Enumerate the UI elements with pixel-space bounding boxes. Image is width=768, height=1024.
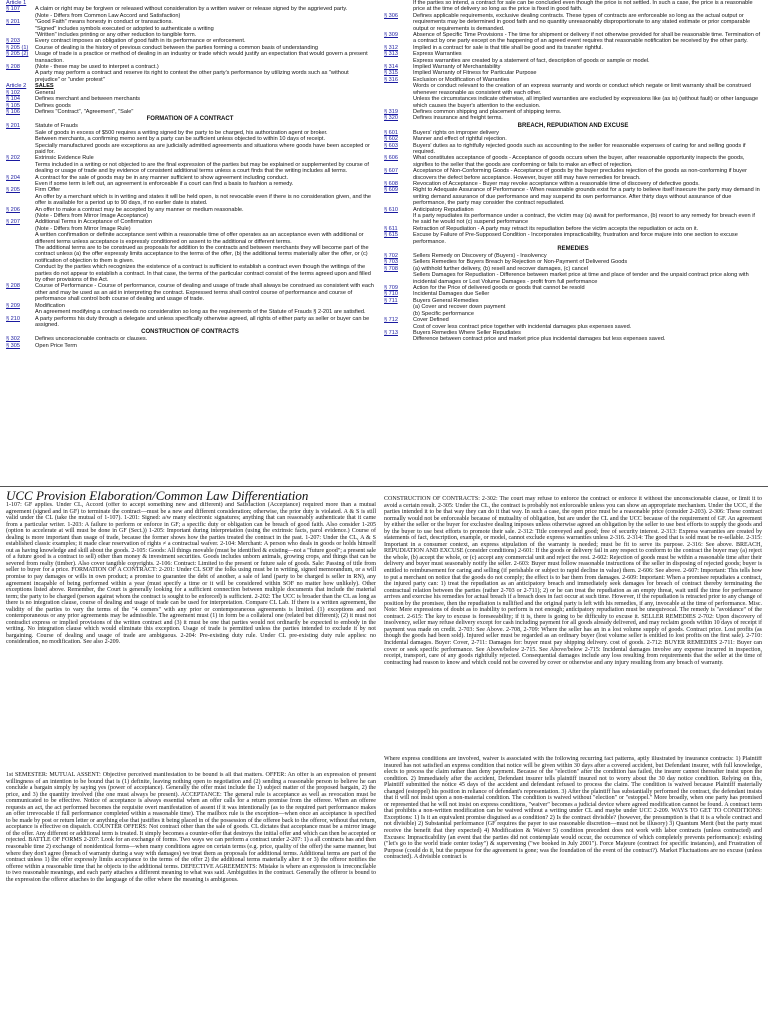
section-text: A written confirmation or definite acceptance sent within a reasonable time of offer operates as an acceptance even with additional or different terms unless acceptance is expressly conditioned on assent to the additional or different terms. [35,232,364,245]
section-number [6,70,35,83]
section-text: Every contract imposes an obligation of good faith in its performance or enforcement. [35,38,246,45]
section-text: Specially manufactured goods are exceptions as are judicially admitted agreements and situations where goods have been accepted or paid for. [35,142,370,155]
section-text: An offer by a merchant which is in writing and states it will be held open, is not revocable even if there is no consideration given, and the offer is available for a period up to 90 days, if no earlier date is stated. [35,193,372,207]
section-text: The additional terms are to be construed as proposals for addition to the contracts and between merchants they will become part of the contract unless (a) the offer expressly limits acceptance to the terms of the offer, (b) the additional terms materially alter the offer, or (c) notification of objection to them is given. [35,245,369,264]
section-text: (Note - these may be used to interpret a contract.) [35,64,159,71]
outline-row [6,264,374,283]
section-number: § 205 [6,187,20,194]
section-text: Defines insurance and freight terms. [413,115,503,122]
section-number: § 601 [384,129,398,136]
section-number: § 206 [6,206,20,213]
outline-row [6,232,374,245]
section-text: "Signed" includes symbols executed or adopted to authenticate a writing [35,25,214,32]
section-number: § 608 [384,180,398,187]
section-text: Extrinsic Evidence Rule [35,155,94,162]
section-text: An offer to make a contract may be accepted by any manner or medium reasonable. [35,206,244,213]
section-number: § 713 [384,329,398,336]
section-text: Defines applicable requirements, exclusive dealing contracts. These types of contracts are enforceable so long as the actual output or requirements may be determined in good faith and no quantity unreasonably disproportionate to any stated estimate or prior comparable output or requirements is demanded. [413,12,751,32]
section-number: § 208 [6,283,20,290]
outline-heading: REMEDIES [557,246,589,253]
section-text: If a party repudiates its performance under a contract, the victim may (a) await for performance, (b) resort to any remedy for breach even if he said he would not (c) suspend performance [413,213,755,226]
section-text: SALES [35,83,54,90]
outline-heading: CONSTRUCTION OF CONTRACTS [141,329,239,336]
outline-row [384,83,762,96]
section-text: Usage of trade is a practice or method of dealing in an industry or trade which would justify an expectation that would govern a present transaction. [35,51,368,64]
outline-row [384,13,762,32]
section-text: (a) Cover and recover down payment [413,304,506,311]
section-text: General [35,89,55,96]
section-number: § 313 [384,51,398,58]
outline-row [384,32,762,45]
section-text: Conduct by the parties which recognizes the existence of a contract is sufficient to establish a contract even though the writings of the parties do not appear to establish a contract. In that case, the terms of the particular contract consist of the terms agreed upon and filled by other provisions of the Act. [35,264,371,284]
section-number: § 320 [384,115,398,122]
outline-row [384,336,762,342]
section-number [6,232,35,245]
section-number: § 316 [384,76,398,83]
section-text: What constitutes acceptance of goods - Acceptance of goods occurs when the buyer, after reasonable opportunity inspects the goods, signifies to the seller that the goods are conforming or fails to make an effect of rejection. [413,155,745,168]
section-text: (Note - Differs from Common Law Accord and Satisfaction) [35,12,181,19]
section-number [384,96,413,109]
section-text: An agreement modifying a contract needs no consideration so long as the requirements of the Statute of Frauds § 2-201 are satisfied. [35,309,366,316]
section-number: § 106 [6,108,20,115]
elaboration-paragraph-1: 1-107: GF applies. Under CL, Accord (offer to accept something new and different) and Satisfaction (Acceptance) required more than a mutual agreement (signed and in GF) to terminate the contract—must be a new and different consideration; otherwise, the prior duty is violated. A & S is still valid under the CL (take the mutual of 1-107). 1-201: Signed: a/w many electronic signatures; anything that can reasonably authenticate that it came from a particular writer. 1-203: A failure to perform or enforce in GF; a specific duty or obligation can be breach of good faith. Also consider 1-205 (option to accelerate at will must be done in GF (Sect.)) 1-205: Important during interpretation (using the extrinsic facts, parol evidence.) Course of dealing is more important than usage of trade, because the former shows how the parties treated the contract in the past. 1-207: Under the CL, A & S established classic examples; it made clear reservation of rights ≠ a contractual waiver. 2-104: Merchant: A person who deals in goods or holds himself out as having knowledge and skill about the goods. 2-105: Goods: All things movable (must be identified & existing—not a "future good"; a present sale of a future good is a contract to sell) other than money & investment securities. Goods includes unborn animals, growing crops, and things that can be severed from realty (timber). Also cover tangible copyrights. 2-106: Contract: Limited to the present or future sale of goods. Sale: Passing of title from seller to buyer for a price. FORMATION OF A CONTRACT: 2-201: Under CL SOF the folks using must be in writing, signed memorandum, or a will promise to pay damages or wills in own product; a promise to guarantee the debt of another, a sale of land (party to be charged is seller in RN), any agreement incapable of being performed within a year (must specify a time or it will be considered within SOF no matter how unlikely). Other exceptions listed above. Remember, the Court is generally looking for a sufficient connection between multiple documents that include the material term; the party to be charged (person against whom the contract is sought to be enforced) is sufficient. 2-202: The UCC is broader than the CL as long as there is no integration clause, course of dealing and usage of trade can be used for interpretation. Compare CL Lab. If there is a written agreement, the validity of the parties to vary the terms of the "4 corners" with any prior or contemporaneous agreements is limited. (1) exceptions and not contemporaneous or any prior agreements may be admissible. The agreement must (1) in form be a collateral one (related but different); (2) it must not contradict express or implied provisions of the written contract and (3) it must be one that parties would not ordinarily be expected to embody in the writing. No integration clause which would eliminate this exception. Usage of trade is permitted unless the parties intended to exclude it by not bargaining. Course of dealing and usage of trade are ambiguous. 2-204: Pre-existing duty rule. Under CL pre-existing duty rule applies: no consideration, no modification. See also 2-209. [6,502,376,646]
elaboration-paragraph-3: 1st SEMESTER: MUTUAL ASSENT: Objective perceived manifestation to be bound is all that matters. OFFER: An offer is an expression of present willingness of an intention to be bound that is (1) definite, leaving nothing open to negotiation and (2) sending a reasonable person to believe he can conclude a bargain simply by saying yes (power of acceptance). Generally the offer must include the 1) subject matter of the proposed bargain, 2) the price, and 3) the quantity involved (the one must always be present). ACCEPTANCE: The general rule is acceptance as well as revocation must be communicated to be effective. Notice of acceptance is always essential when an offer calls for a return promise from the offeree. When an offeree requests an act, the act performed becomes the requisite overt manifestation of assent if it was intentionally (as to the required part performance makes an offer irrevocable if full performance completed within a reasonable time). The mailbox rule is the exception—when once an acceptance is specified to be made by post or return letter or anything else that justifies it being placed in of the possession of the offeree back to the offeror, without that return, acceptance is effective on dispatch. COUNTER OFFERS: Not contract other than the sale of goods. CL dictates that acceptance must be a mirror image of the offer. Any different or additional term is treated. It simply becomes a counter-offer that destroys the initial offer and which can then be accepted or rejected. BATTLE OF FORMS 2-207: Look for an exchange of forms. Two ways we can perform a contract under 2-207: 1) a all contracts has and then reasonable time 2) exchange of nonidentical forms—when many conditions agree on certain terms (e.g. price, quality of the offer) the same manner, but where they don't agree (breach of warranty during a way with damages) we treat them as proposals for additional terms. Additional terms are part of the contract unless 1) the offer expressly limits acceptance to the terms of the offer 2) the additional terms materially alter it or 3) the offeror notifies the offeree within a reasonable time that he objects to the additional terms. DEFECTIVE AGREEMENTS: Mistake is where an expression is irreconcilable to two reasonable meanings, and each party attaches a different meaning to what was said. Ambiguities in the contract. Generally the offeror is bound to the expression the offeror attaches to the language of the offer where the meaning is ambiguous. [6,772,376,883]
section-number [384,0,413,13]
section-text: Firm Offer [35,187,61,194]
section-text: Terms included in a writing or not objected to are the final expression of the parties but may be explained or supplemented by course of dealing or usage of trade and by evidence of consistent additional terms unless a court finds that the writing includes all terms. [35,161,369,175]
section-text: Additional Terms in Acceptance of Confirmation [35,219,153,226]
section-number [384,272,413,285]
section-text: Anticipatory Repudiation [413,206,474,213]
section-number [384,83,413,96]
section-text: Buyers' rights on improper delivery [413,129,499,136]
section-number: § 319 [384,108,398,115]
section-number: Article 1 [6,0,27,6]
section-text: Cover Defined [413,317,449,324]
section-number: § 201 [6,19,20,26]
section-text: Buyers Remedies Where Seller Repudiates [413,329,521,336]
outline-row [384,0,762,13]
section-number: § 208 [6,64,20,71]
section-number: § 712 [384,317,398,324]
section-text: (Note - Differs from Mirror Image Acceptance) [35,213,149,219]
section-text: Sellers Remedies for Buyers Breach by Rejection or Non-Payment of Delivered Goods [413,259,628,266]
section-text: Express Warranties [413,51,462,58]
section-text: If the parties so intend, a contract for sale can be concluded even though the price is not settled. In such a case, the price is a reasonable price at the time of delivery so long as the price is fixed in good faith. [413,0,753,13]
section-number: § 203 [6,38,20,45]
section-number: § 309 [384,32,398,39]
outline-row [6,343,374,349]
section-text: Incidental Damages due Seller [413,291,490,298]
outline-row [384,168,762,181]
section-text: Acceptance of Non-Conforming Goods - Acceptance of goods by the buyer precludes rejection of the goods as non-conforming if buyer discovers the defect before acceptance. However, buyer still may have remedies for breach. [413,168,747,181]
left-outline-column [6,0,374,349]
outline-row [384,143,762,156]
section-number: § 703 [384,259,398,266]
section-number: § 711 [384,297,398,304]
section-number [6,143,35,156]
section-number: § 104 [6,96,20,103]
outline-row [384,155,762,168]
section-text: Right to Adequate Assurance of Performance - When reasonable grounds exist for a party to believe itself insecure the party may demand in writing demand assurance of due performance and may suspend its own performance. After thirty days without assurance of due performance, the party may consider the contract repudiated. [413,187,760,207]
section-number: § 201 [6,123,20,130]
section-text: Open Price Term [35,342,77,349]
section-text: Absence of Specific Time Provisions - The time for shipment or delivery if not otherwise provided for shall be reasonable time. Termination of a contract by one party except on the happening of an agreed event requires that reasonable notification be received by the other party. [413,32,761,45]
outline-row [6,109,374,115]
section-number: § 312 [384,44,398,51]
section-number: § 709 [384,285,398,292]
section-number: § 708 [384,265,398,272]
section-text: Defines unconscionable contracts or clauses. [35,336,148,343]
section-text: Defines common shipping and placement of shipping terms. [413,108,562,115]
outline-row [384,96,762,109]
section-text: Defines merchant and between merchants [35,96,141,103]
section-text: (b) Specific performance [413,310,474,317]
section-text: Implied in a contract for sale is that title shall be good and its transfer rightful. [413,44,603,51]
section-number: § 305 [6,342,20,349]
section-text: A party performs his duty through a delegate and unless specifically otherwise agreed, all rights of either party as seller or buyer can be assigned. [35,315,370,328]
outline-heading: BREACH, REPUDIATION AND EXCUSE [517,122,629,129]
section-text: Sellers Remedy on Discovery of (Buyers) - Insolvency [413,253,547,260]
section-text: Manner and effect of rightful rejection. [413,136,507,143]
section-text: Statute of Frauds [35,123,78,130]
section-number: § 207 [6,219,20,226]
outline-row [6,143,374,156]
section-number [384,213,413,226]
section-number: § 202 [6,155,20,162]
outline-heading: FORMATION OF A CONTRACT [146,116,234,123]
section-text: Defines goods [35,102,71,109]
outline-row [384,115,762,121]
outline-row [6,51,374,64]
elaboration-paragraph-2: CONSTRUCTION OF CONTRACTS: 2-302: The court may refuse to enforce the contract or enforce it without the unconscionable clause, or limit it to avoid a certain result. 2-305: Under the CL, the contract is probably not enforceable unless you can show an appropriate mechanism. Under the UCC, if the parties intended it to be that way they can do it that way. In such a case, the open price must be a reasonable price (consider 2-203). 2-306: These contract normally would not be enforceable because of mutuality of obligation, but are under the CL and the UCC because of the requirement of GF. An agreement by either the seller or the buyer for exclusive dealing imposes unless otherwise agreed an obligation by the seller to use best efforts to supply the goods and by the buyer to use best efforts to promote their sale. 2-312: Title conveyed and good; free of security interest. 2-313: Express warranties are created by statements of fact, description, example, or model, cannot exclude express warranties unless 2-316. 2-314: The good that is sold must be re-sellable. 2-315: Important in a consumer context, an express stipulation of the warranty is needed; must be fit to serve its purpose. 2-316: See above. BREACH, REPUDIATION AND EXCUSE (consider conditions) 2-601: If the goods or delivery fail in any respect to conform to the contract the buyer may (a) reject the whole, (b) accept the whole, or (c) accept any commercial unit and reject the rest. 2-602: Rejection of goods must be within a reasonable time after their delivery and buyer must seasonably notify the seller. 2-603: Buyer must follow reasonable instructions of the seller in disposing of rejected goods; buyer is entitled to reimbursement for caring and selling (if perishable or subject to rapid decline in value) them. 2-606: See above. 2-607: Important: This tells how to put a merchant on notice that the goods do not comply; the effect is to bar them from damages. 2-609: Important: When a promisee repudiates a contract, the injured party can: 1) treat the repudiation as an anticipatory breach and immediately seek damages for breach of contract thereby terminating the contractual relation between the parties (rather 2-703 or 2-711); 2) or he can treat the repudiation as an empty threat, wait until the time for performance arrives and exercise his remedies for actual breach if a breach does in fact occur at such time. However, if the repudiation is retracted prior to any change of position by the promisee, then the repudiation is nullified and the original party is left with his remedies, if any, invocable at the time of performance. Misc. Note: Mere expressions of doubt as to inability to perform is not enough; anticipatory repudiation must be unequivocal. The remedy is "avoidance" of the contract. 2-615: The key to excuse is foreseeability; if it is, there is going to be difficulty to excuse it. SELLER REMEDIES 2-702: Upon discovery of insolvency, seller may refuse delivery except for cash including payment for all goods already delivered, and may reclaim goods within 10 days of receipt if payment was made on credit. 2-703: See Above. 2-708, 2-709: Where the seller has an in a lost volume supply of goods. Contract price. Lost profits (as though the goods had been sold). Injured seller must be regarded as an ordinary buyer (lost volume seller is entitled to lost profits on the first sale). 2-710: Incidental damages. Buyer: Cover, 2-711: Damages for: buyer must pay shipping delivery. cost of goods. 2-712: BUYER REMEDIES 2-711: Buyer can cover or seek specific performance. See Above/below 2-715. See Above/below 2-715: Incidental damages involve any expense incurred in inspection, receipt, transport, care of any goods rightfully rejected. Consequential damages include any loss resulting from requirements that the seller at the time of contracting had reason to know and which could not be covered by cover or otherwise and any injury resulting from any breach of warranty. [384,496,762,666]
outline-row [6,194,374,207]
section-text: Sale of goods in excess of $500 requires a writing signed by the party to be charged, his authorization agent or broker. [35,129,328,136]
right-outline-column [384,0,762,343]
section-text: "Written" includes printing or any other reduction to tangible form. [35,32,197,39]
section-text: Buyers General Remedies [413,297,479,304]
section-number [6,245,35,264]
section-text: Between merchants, a confirming memo sent by a party can be sufficient unless objected to within 10 days of receipt. [35,136,325,143]
section-text: Sellers Damages for Repudiation - Difference between market price at time and place of tender and the unpaid contract price along with incidental damages or Lost Volume Damages - profit from full performance [413,272,749,285]
section-number [6,194,35,207]
section-text: Even if some term is left out, an agreement is enforceable if a court can find a basis to fashion a remedy. [35,180,294,187]
outline-row [6,283,374,302]
outline-row [6,316,374,329]
section-text: Difference between contract price and market price plus incidental damages but less expenses saved. [413,336,666,343]
section-number: § 606 [384,155,398,162]
outline-row [6,70,374,83]
section-text: Course of Performance - Course of performance, course of dealing and usage of trade shall always be construed as consistent with each other and may be used as an aid in interpreting the contract. Expressed terms shall control course of performance and course of performance shall control both course of dealing and usage of trade. [35,283,374,303]
section-text: Course of dealing is the history of previous conduct between the parties forming a common basis of understanding [35,44,318,51]
section-number: § 205 (2) [6,51,29,58]
section-number: § 602 [384,136,398,143]
section-number: § 306 [384,12,398,19]
section-number: § 210 [6,315,20,322]
section-text: Implied Warranty of Merchantability [413,64,501,71]
section-text: Cost of cover less contract price together with incidental damages plus expenses saved. [413,323,632,330]
section-text: Express warranties are created by a statement of fact, description of goods or sample or model. [413,57,650,64]
section-text: Action for the Price of delivered goods or goods that cannot be resold [413,285,585,292]
section-text: A contract for the sale of goods may be in any manner sufficient to show agreement including conduct. [35,174,289,181]
section-text: A party may perform a contract and reserve its right to contest the other party's performance by utilizing words such as "without prejudice" or "under protest" [35,70,349,83]
section-text: Retraction of Repudiation - A party may retract its repudiation before the victim accepts the repudiation or acts on it. [413,225,699,232]
section-number: § 615 [384,232,398,239]
section-text: "Good Faith" means honesty in conduct or transactions. [35,19,173,26]
section-number [6,162,35,175]
section-text: Unless the circumstances indicate otherwise, all implied warranties are excluded by expressions like (as is) (without fault) or other language which causes the buyer's attention to the exclusion. [413,96,759,109]
outline-row [384,232,762,245]
section-number: § 610 [384,206,398,213]
elaboration-paragraph-4: Where express conditions are involved, waiver is associated with the following recurring fact patterns, aptly illustrated by insurance contracts: 1) Plaintiff insured has not satisfied an express condition that notice will be given within 30 days after a covered accident, but Defendant insurer, with full knowledge, elects to process the claim rather than deny payment. Because of the "election" after the condition has failed, the insurer cannot thereafter insist upon the condition. 2) Immediately after the accident, Defendant insurer tells plaintiff insured not to worry about the 30 day notice condition. Relying on this, Plaintiff submitted the notice 45 days of the accident and defendant refused to process the claim. The condition is waived because Plaintiff materially changed (estoppel) his position in reliance of defendant's representation. 3) After the plaintiff has substantially performed the contract, the defendant insists that it will not insist upon a non-material condition. The condition is waived without "election" or "estoppel." More broadly, when one party has promised or represented that he will not insist on express conditions, "waiver" becomes a judicial device where agreed modification cannot be found. A contract term that prohibits a non-written modification can be waived without a writing under CL and maybe under UCC 2-209. WAYS TO GET TO CONDITIONS: Exceptions: 1) Is it an equivalent promise disguised as a condition? 2) Is the contract divisible? (however, the presumption is that it is a whole contract and not divisible) 2) Substantial performance (GF requires the payer to use reasonable discretion—must not be illusory) 3) Quantum Merit (but the party must receive the benefit that they expected) 4) Modification & Waiver 5) condition precedent does not work with labor contracts (unless contracted) and Excuses: Impracticability (an event that the parties did not contemplate would occur, the occurrence of which completely prevents performance): existing ("let's go to the world trade center today") & supervening ("we booked in July 2001"). Force Majeure (contract for specific instances), and Frustration of Purpose (could do it, but the purpose for the agreement is gone; was the foundation of the event of the contract?). Market Fluctuations are no excuse (unless contracted). A divisible contract is [384,756,762,861]
outline-row [384,213,762,226]
section-number: § 611 [384,225,398,232]
section-text: Modification [35,302,65,309]
section-number: § 107 [6,6,20,13]
section-number: § 609 [384,187,398,194]
page-title: UCC Provision Elaboration/Common Law Differentiation [6,488,309,503]
section-number: § 105 [6,102,20,109]
section-text: Defines "Contract", "Agreement", "Sale" [35,108,134,115]
section-text: (a) withhold further delivery, (b) resell and recover damages, (c) cancel [413,265,588,272]
outline-row [6,162,374,175]
section-number [6,264,35,283]
section-text: Revocation of Acceptance - Buyer may revoke acceptance within a reasonable time of discovery of defective goods. [413,180,700,187]
section-number: § 209 [6,302,20,309]
section-number: § 603 [384,142,398,149]
section-text: Words or conduct relevant to the creation of an express warranty and words or conduct which negate or limit warranty shall be construed whenever reasonable as consistent with each other. [413,83,751,96]
section-text: A claim or right may be forgiven or released without consideration by a written waiver or release signed by the aggrieved party. [35,6,348,13]
section-text: Implied Warranty of Fitness for Particular Purpose [413,70,537,77]
section-number: § 302 [6,336,20,343]
section-number: § 315 [384,70,398,77]
outline-row [384,187,762,206]
section-number: § 607 [384,168,398,175]
section-number [384,336,413,342]
section-number: § 710 [384,291,398,298]
section-number: § 102 [6,89,20,96]
outline-row [6,245,374,264]
section-divider [0,486,768,487]
outline-row [384,272,762,285]
section-number: § 205 (1) [6,44,29,51]
section-number: § 204 [6,174,20,181]
section-text: Excuse by Failure of Pre-Supposed Condition - Incorporates impracticability, frustration and force majure into one section to excuse performance. [413,232,738,245]
section-text: Buyers' duties as to rightfully rejected goods such as accounting to the seller for reasonable expenses of caring for and selling goods if required. [413,142,746,155]
section-number: § 314 [384,64,398,71]
section-text: (Note - Differs from Mirror Image Rule) [35,225,131,232]
section-number: Article 2 [6,83,27,90]
section-text: Exclusion or Modification of Warranties [413,76,510,83]
section-number: § 702 [384,253,398,260]
